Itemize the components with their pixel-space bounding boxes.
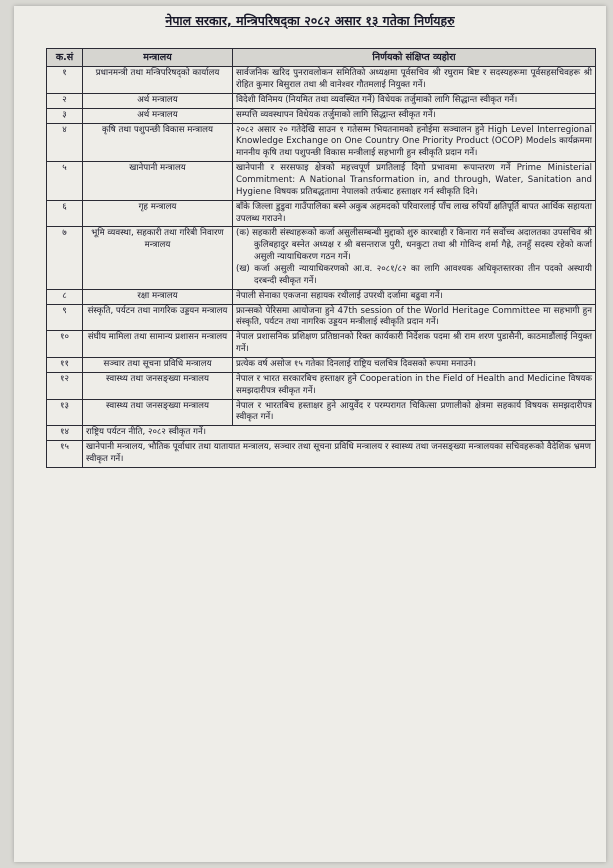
table-row — [47, 399, 596, 426]
page-title: नेपाल सरकार, मन्त्रिपरिषद्‌का २०८२ असार १३ गतेका निर्णयहरु — [165, 13, 455, 28]
row-ministry: अर्थ मन्त्रालय — [83, 93, 233, 108]
row-ministry: संस्कृति, पर्यटन तथा नागरिक उड्डयन मन्त्रालय — [83, 304, 233, 331]
row-decision: सम्पत्ति व्यवस्थापन विधेयक तर्जुमाको लागि सिद्धान्त स्वीकृत गर्ने। — [233, 108, 596, 123]
table-row — [47, 426, 596, 441]
table-row — [47, 162, 596, 201]
row-serial: ८ — [47, 289, 83, 304]
row-serial: १२ — [47, 372, 83, 399]
row-serial: १३ — [47, 399, 83, 426]
row-ministry: अर्थ मन्त्रालय — [83, 108, 233, 123]
table-row — [47, 289, 596, 304]
row-serial: ३ — [47, 108, 83, 123]
row-decision: विदेशी विनिमय (नियमित तथा व्यवस्थित गर्ने) विधेयक तर्जुमाको लागि सिद्धान्त स्वीकृत गर्ने। — [233, 93, 596, 108]
row-serial: १ — [47, 67, 83, 94]
row-decision: प्रत्येक वर्ष असोज १५ गतेका दिनलाई राष्ट्रिय चलचित्र दिवसको रूपमा मनाउने। — [233, 358, 596, 373]
row-serial: २ — [47, 93, 83, 108]
row-ministry: भूमि व्यवस्था, सहकारी तथा गरिबी निवारण मन्त्रालय — [83, 227, 233, 289]
table-row — [47, 67, 596, 94]
table-row — [47, 227, 596, 289]
row-decision: फ्रान्सको पेरिसमा आयोजना हुने 47th session of the World Heritage Committee मा सहभागी हुन संस्कृति, पर्यटन तथा नागरिक उड्डयन मन्त्रीलाई स्वीकृति प्रदान गर्ने। — [233, 304, 596, 331]
row-decision-full: राष्ट्रिय पर्यटन नीति, २०८२ स्वीकृत गर्ने। — [83, 426, 596, 441]
row-serial: ६ — [47, 200, 83, 227]
row-serial: ४ — [47, 123, 83, 162]
table-header-row — [47, 49, 596, 67]
row-ministry: स्वास्थ्य तथा जनसङ्ख्या मन्त्रालय — [83, 399, 233, 426]
sub-decision-ka: (क) सहकारी संस्थाहरूको कर्जा असुलीसम्बन्धी मुद्दाको शुरु कारबाही र किनारा गर्न सर्वोच्च अदालतका उपसचिव श्री कुलिबहादुर बस्नेत अध्यक्ष र श्री बसन्तराज पुरी, धनकुटा तथा श्री गोविन्द शर्मा गैह्रे, तनहुँ सदस्य रहेको कर्जा असुली न्यायाधिकरण गठन गर्ने। — [236, 228, 592, 263]
table-row — [47, 372, 596, 399]
row-decision: नेपाल र भारत सरकारबिच हस्ताक्षर हुने Cooperation in the Field of Health and Medicine विषयक समझदारीपत्र स्वीकृत गर्ने। — [233, 372, 596, 399]
row-decision: २०८२ असार २० गतेदेखि साउन १ गतेसम्म भियतनामको हनोईमा सञ्चालन हुने High Level Interregional Knowledge Exchange on One Country One Priority Product (OCOP) Models कार्यक्रममा माननीय कृषि तथा पशुपन्छी विकास मन्त्रीलाई सहभागी हुन स्वीकृति प्रदान गर्ने। — [233, 123, 596, 162]
table-row — [47, 441, 596, 468]
row-decision: सार्वजनिक खरिद पुनरावलोकन समितिको अध्यक्षमा पूर्वसचिव श्री रघुराम बिष्ट र सदस्यहरूमा पूर्वसहसचिवहरू श्री रोहित कुमार बिसुराल तथा श्री वानेश्वर गौतमलाई नियुक्त गर्ने। — [233, 67, 596, 94]
row-ministry: सञ्चार तथा सूचना प्रविधि मन्त्रालय — [83, 358, 233, 373]
table-row — [47, 123, 596, 162]
row-serial: १० — [47, 331, 83, 358]
row-decision — [233, 227, 596, 289]
table-row — [47, 108, 596, 123]
row-decision: नेपाली सेनाका एकजना सहायक रथीलाई उपरथी दर्जामा बढुवा गर्ने। — [233, 289, 596, 304]
row-ministry: खानेपानी मन्त्रालय — [83, 162, 233, 201]
row-decision: नेपाल र भारतबिच हस्ताक्षर हुने आयुर्वेद र परम्परागत चिकित्सा प्रणालीको क्षेत्रमा सहकार्य विषयक समझदारीपत्र स्वीकृत गर्ने। — [233, 399, 596, 426]
row-serial: १५ — [47, 441, 83, 468]
row-ministry: रक्षा मन्त्रालय — [83, 289, 233, 304]
table-row — [47, 93, 596, 108]
row-serial: ५ — [47, 162, 83, 201]
row-decision: बाँके जिल्ला डुडुवा गाउँपालिका बस्ने अकुब अहमदको परिवारलाई पाँच लाख रुपियाँ क्षतिपूर्ति बापत आर्थिक सहायता उपलब्ध गराउने। — [233, 200, 596, 227]
row-ministry: कृषि तथा पशुपन्छी विकास मन्त्रालय — [83, 123, 233, 162]
table-row — [47, 200, 596, 227]
table-row — [47, 331, 596, 358]
sub-decision-kha: (ख) कर्जा असुली न्यायाधिकरणको आ.व. २०८१/८२ का लागि आवश्यक अधिकृतस्तरका तीन पदको अस्थायी दरबन्दी स्वीकृत गर्ने। — [236, 264, 592, 286]
header-ministry: मन्त्रालय — [83, 49, 233, 67]
table-row — [47, 304, 596, 331]
row-ministry: प्रधानमन्त्री तथा मन्त्रिपरिषद्‌को कार्यालय — [83, 67, 233, 94]
header-serial: क.सं — [47, 49, 83, 67]
header-decision: निर्णयको संक्षिप्त व्यहोरा — [233, 49, 596, 67]
row-ministry: स्वास्थ्य तथा जनसङ्ख्या मन्त्रालय — [83, 372, 233, 399]
row-ministry: संघीय मामिला तथा सामान्य प्रशासन मन्त्रालय — [83, 331, 233, 358]
row-decision: खानेपानी र सरसफाइ क्षेत्रको महत्त्वपूर्ण प्रगतिलाई दिगो प्रभावमा रूपान्तरण गर्ने Prime Ministerial Commitment: A National Transformation in, and through, Water, Sanitation and Hygiene विषयक प्रतिबद्धतामा नेपालको तर्फबाट हस्ताक्षर गर्न स्वीकृति दिने। — [233, 162, 596, 201]
row-decision: नेपाल प्रशासनिक प्रशिक्षण प्रतिष्ठानको रिक्त कार्यकारी निर्देशक पदमा श्री राम शरण पुडासैनी, काठमाडौंलाई नियुक्त गर्ने। — [233, 331, 596, 358]
row-serial: ११ — [47, 358, 83, 373]
row-serial: ७ — [47, 227, 83, 289]
row-serial: ९ — [47, 304, 83, 331]
document-page — [14, 6, 606, 862]
row-serial: १४ — [47, 426, 83, 441]
row-ministry: गृह मन्त्रालय — [83, 200, 233, 227]
table-row — [47, 358, 596, 373]
decisions-table — [46, 48, 596, 468]
row-decision-full: खानेपानी मन्त्रालय, भौतिक पूर्वाधार तथा यातायात मन्त्रालय, सञ्चार तथा सूचना प्रविधि मन्त्रालय र स्वास्थ्य तथा जनसङ्ख्या मन्त्रालयका सचिवहरूको वैदेशिक भ्रमण स्वीकृत गर्ने। — [83, 441, 596, 468]
